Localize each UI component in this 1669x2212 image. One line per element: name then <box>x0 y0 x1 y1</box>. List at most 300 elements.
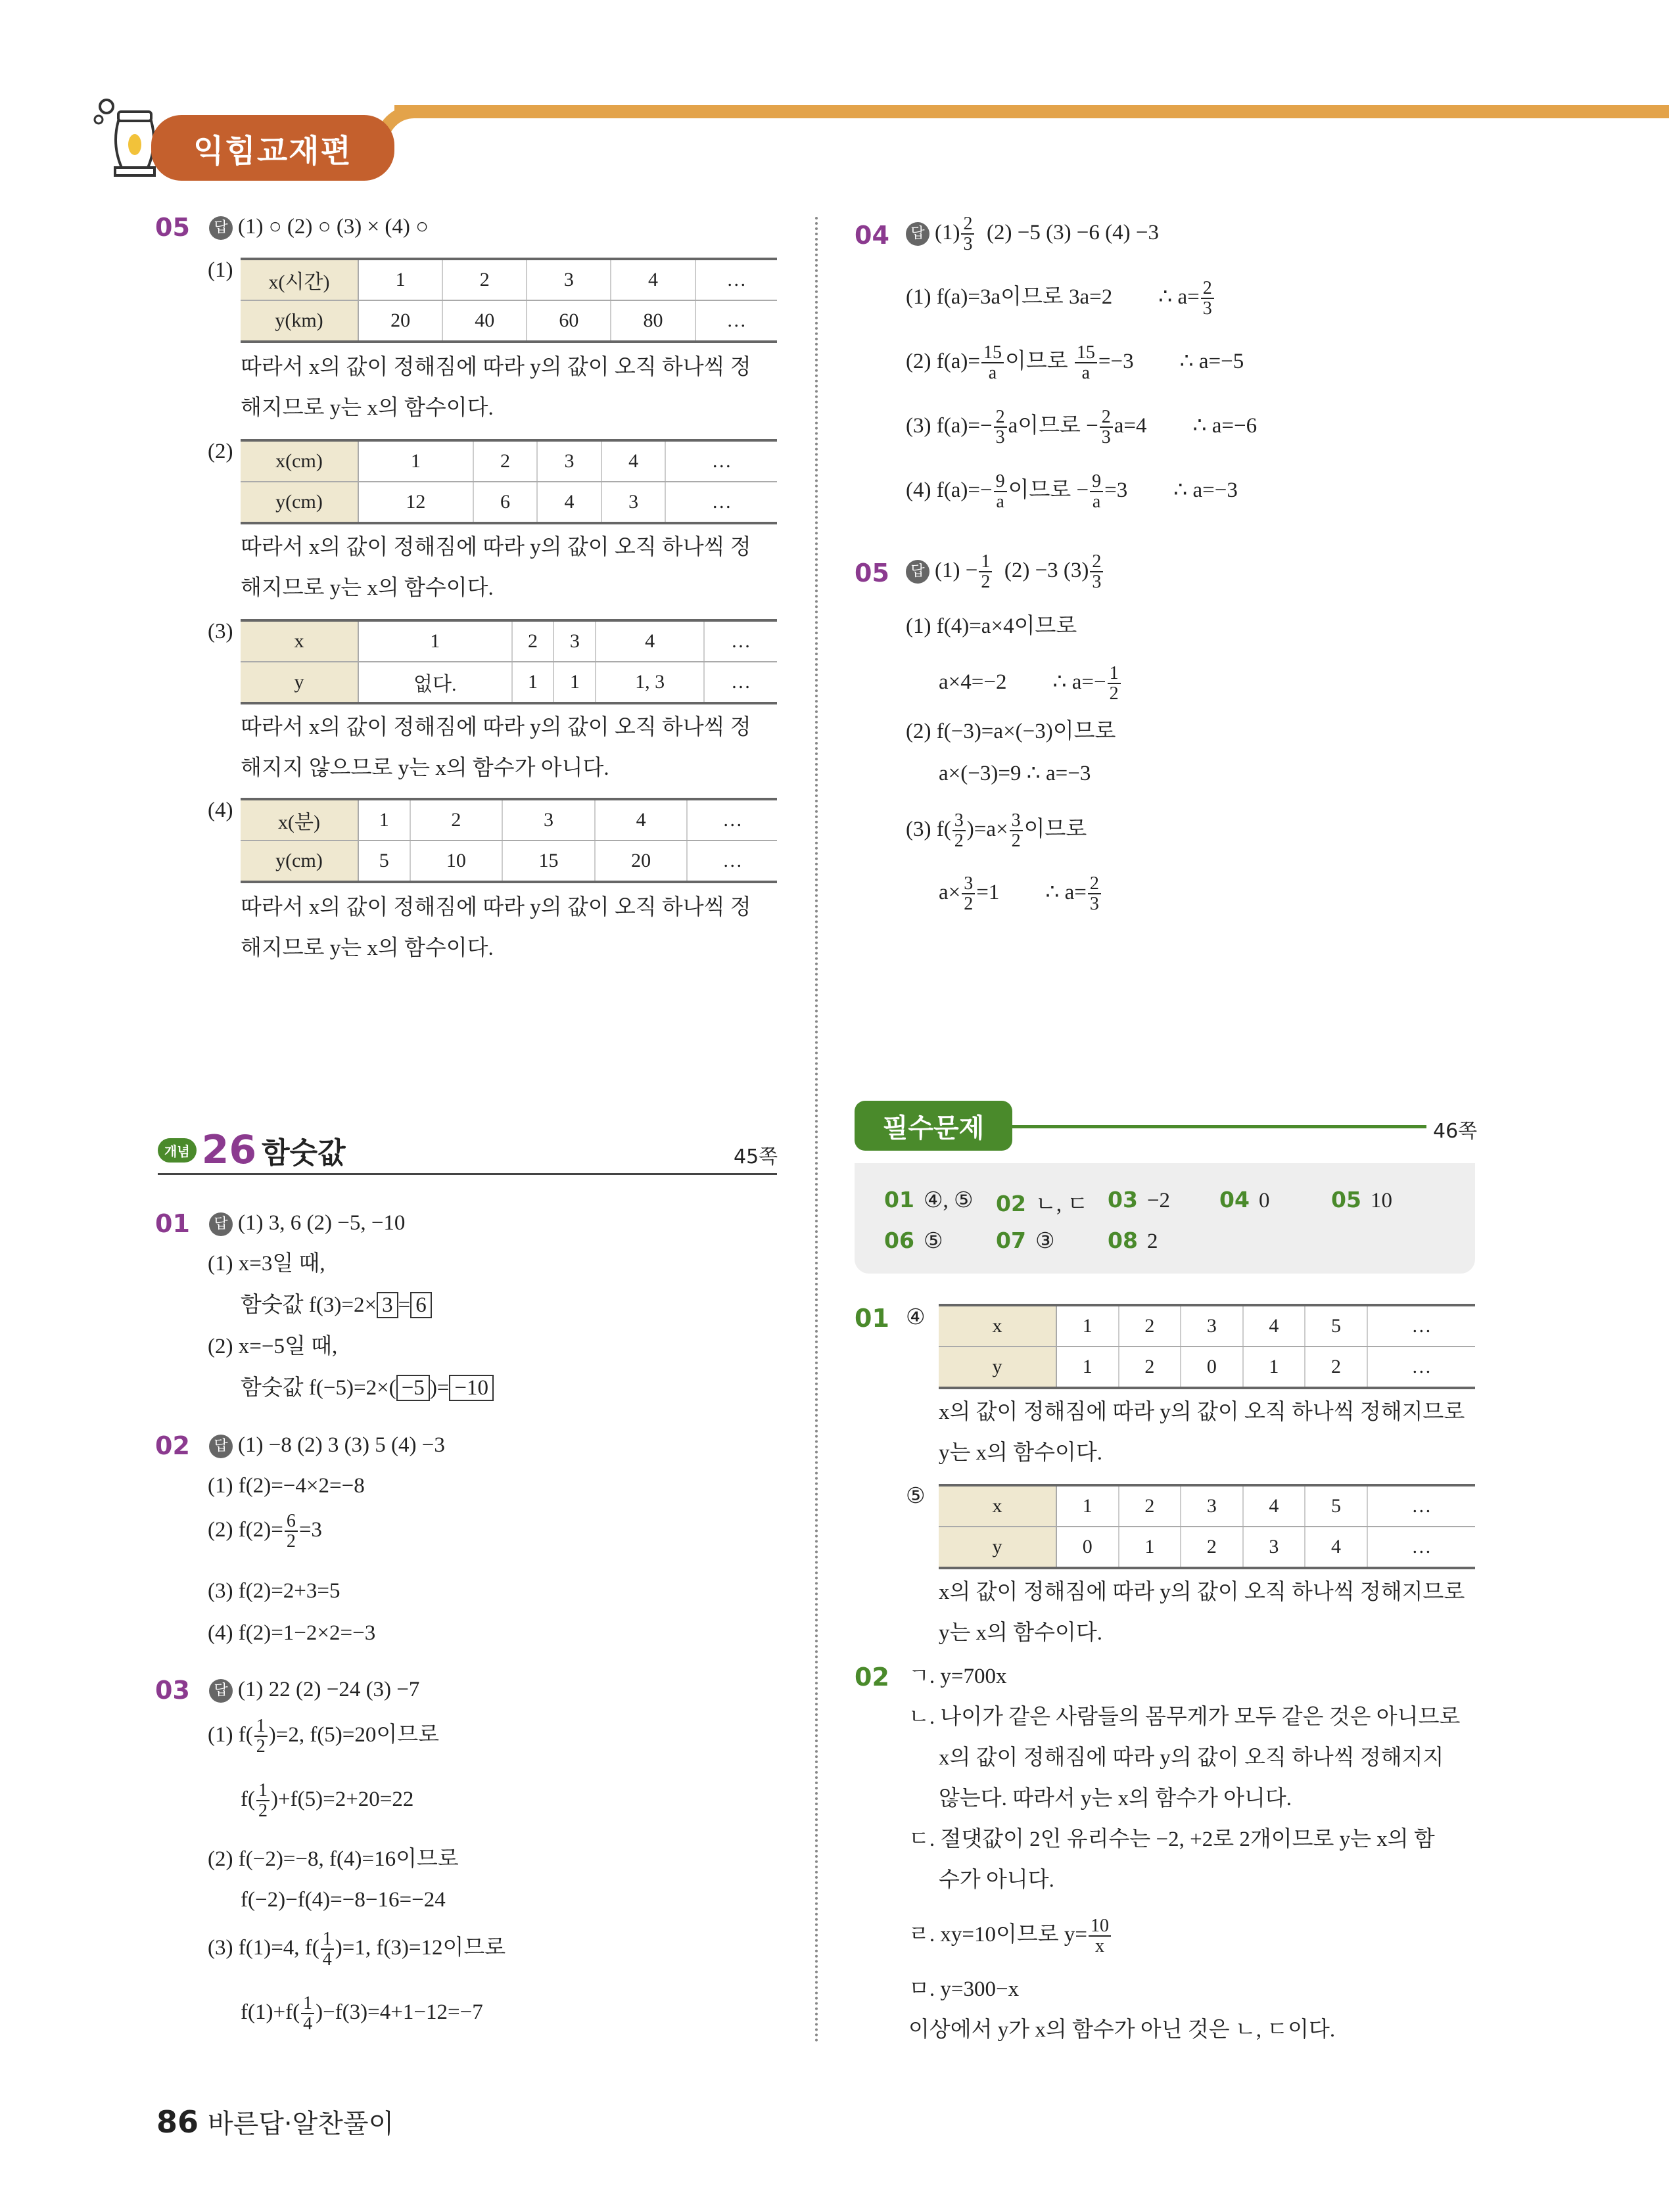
s02-l2 <box>208 1511 322 1552</box>
s03-l1: (1) f( $\frac{1}{2}$ )=2, f(5)=20이므로 <box>208 1716 440 1757</box>
cell: 1, 3 <box>596 662 704 703</box>
must-problems-page: 46쪽 <box>1433 1120 1478 1143</box>
cell: … <box>665 482 777 523</box>
must-item <box>1331 1187 1392 1213</box>
item-number: 04 <box>1219 1187 1250 1212</box>
cell: 2 <box>1305 1347 1367 1388</box>
footer <box>156 2103 394 2140</box>
denominator: 2 <box>964 894 974 915</box>
s01-l2a: 함숫값 f(3)=2× <box>241 1293 377 1317</box>
m01-number: 01 <box>855 1304 889 1333</box>
q04-l4a: (4) f(a)=− <box>906 478 993 502</box>
denominator: 3 <box>1202 298 1212 319</box>
page-number: 86 <box>156 2104 199 2140</box>
fraction <box>981 343 1004 383</box>
must-item <box>1219 1187 1269 1213</box>
fraction <box>1090 552 1103 592</box>
numerator: 6 <box>285 1511 298 1532</box>
column-divider <box>815 217 818 2044</box>
denominator: 4 <box>322 1949 332 1970</box>
fraction <box>321 1929 334 1970</box>
q05-number: 05 <box>155 213 190 242</box>
m02-l6: 수가 아니다. <box>939 1868 1054 1892</box>
cell: y(cm) <box>241 841 358 882</box>
item-number: 03 <box>1108 1187 1138 1212</box>
s03-number: 03 <box>155 1676 190 1705</box>
s03-l6b: −f(3)=4+1−12=−7 <box>323 2000 483 2024</box>
item-number: 06 <box>884 1228 914 1253</box>
cell: 4 <box>537 482 601 523</box>
q04-l4c: =3 <box>1104 478 1128 502</box>
s01-box-2: 6 <box>410 1292 432 1318</box>
q04-l3a: (3) f(a)=− <box>906 413 993 438</box>
s03-l2: f( $\frac{1}{2}$ )+f(5)=2+20=22 <box>241 1780 414 1822</box>
cell: 1 <box>358 799 410 841</box>
numerator: 1 <box>301 1994 314 2014</box>
s03-l6a: f(1)+f <box>241 2000 293 2024</box>
item-number: 01 <box>884 1187 914 1212</box>
header-badge: 익힘교재편 <box>151 115 394 181</box>
rq05-l5: (3) f( $\frac{3}{2}$ )=a× $\frac{3}{2}$ 이므로 <box>906 810 1087 852</box>
must-item <box>1108 1187 1170 1213</box>
must-problems-rule <box>1012 1125 1426 1128</box>
s01-l4 <box>241 1375 494 1402</box>
s01-l1: (1) x=3일 때, <box>208 1252 325 1276</box>
section-badge: 개념 <box>158 1138 197 1163</box>
q04-number: 04 <box>855 221 889 250</box>
s01-box-3: −5 <box>396 1375 430 1401</box>
cell: 1 <box>1243 1347 1305 1388</box>
s02-l1: (1) f(2)=−4×2=−8 <box>208 1474 365 1498</box>
rq05-l6a: a× <box>939 880 961 904</box>
cell: … <box>1367 1305 1475 1347</box>
cell: x(시간) <box>241 259 358 300</box>
item-number: 05 <box>1331 1187 1361 1212</box>
q05-answer <box>209 214 429 241</box>
item-value: 10 <box>1370 1189 1392 1212</box>
denominator: a <box>996 492 1004 513</box>
cell: 3 <box>601 482 666 523</box>
m02-number: 02 <box>855 1663 889 1692</box>
s01-answer <box>209 1210 405 1237</box>
numerator: 9 <box>1090 472 1103 492</box>
denominator: 4 <box>303 2014 313 2035</box>
cell: 1 <box>553 662 596 703</box>
cell: 80 <box>611 300 695 342</box>
item-number: 08 <box>1108 1228 1138 1253</box>
q04-l2c: =−3 <box>1098 349 1134 373</box>
fraction <box>961 214 974 254</box>
cell: 3 <box>553 620 596 662</box>
cell: 1 <box>1119 1527 1181 1568</box>
cell: 3 <box>1181 1485 1243 1527</box>
cell: 4 <box>595 799 688 841</box>
q04-l4b: 이므로 − <box>1008 478 1089 502</box>
m02-l1: ㄱ. y=700x <box>908 1665 1007 1688</box>
q04-l1 <box>906 279 1215 319</box>
q04-l4e: ∴ a=−3 <box>1173 478 1238 502</box>
cell: x(cm) <box>241 440 358 482</box>
q05-e2a: 따라서 x의 값이 정해짐에 따라 y의 값이 오직 하나씩 정 <box>241 536 751 559</box>
m02-l4: 않는다. 따라서 y는 x의 함수가 아니다. <box>939 1787 1292 1810</box>
fraction <box>962 874 975 914</box>
m01-e4b: y는 x의 함수이다. <box>939 1441 1103 1465</box>
q04-answer-b: (2) −5 (3) −6 (4) −3 <box>986 220 1160 244</box>
item-number: 02 <box>996 1191 1026 1216</box>
cell: 12 <box>358 482 473 523</box>
cell: x <box>939 1485 1056 1527</box>
rq05-l6 <box>939 874 1102 914</box>
denominator: 2 <box>981 572 991 593</box>
must-item <box>884 1228 943 1254</box>
cell: 20 <box>595 841 688 882</box>
denominator: 3 <box>963 234 973 255</box>
section-name: 함숫값 <box>262 1136 346 1170</box>
q05-e2b: 해지므로 y는 x의 함수이다. <box>241 576 494 600</box>
answer-icon: 답 <box>906 222 929 246</box>
cell: … <box>1367 1347 1475 1388</box>
denominator: 3 <box>1092 572 1102 593</box>
s01-box-1: 3 <box>377 1292 398 1318</box>
fraction <box>952 811 966 851</box>
fraction <box>1108 664 1121 704</box>
rq05-l2 <box>939 664 1122 704</box>
s02-number: 02 <box>155 1431 190 1460</box>
rq05-l3: (2) f(−3)=a×(−3)이므로 <box>906 720 1116 743</box>
item-value: ㄴ, ㄷ <box>1035 1193 1089 1216</box>
cell: 0 <box>1181 1347 1243 1388</box>
s03-l1b: =2, f(5)=20이므로 <box>275 1722 440 1747</box>
numerator: 9 <box>994 472 1007 492</box>
numerator: 3 <box>1010 811 1023 831</box>
cell: 60 <box>527 300 611 342</box>
m01-choice-4: ④ <box>906 1306 926 1329</box>
cell: 40 <box>442 300 527 342</box>
cell: 3 <box>527 259 611 300</box>
answer-icon: 답 <box>209 1679 233 1703</box>
denominator: 3 <box>995 427 1005 448</box>
cell: 4 <box>596 620 704 662</box>
q04-l2e: ∴ a=−5 <box>1179 349 1244 373</box>
m02-l5: ㄷ. 절댓값이 2인 유리수는 −2, +2로 2개이므로 y는 x의 함 <box>908 1828 1435 1851</box>
cell: 4 <box>1243 1305 1305 1347</box>
rq05-l6c: ∴ a= <box>1045 880 1087 904</box>
s01-number: 01 <box>155 1209 190 1238</box>
numerator: 1 <box>254 1717 268 1737</box>
cell: 4 <box>611 259 695 300</box>
q05-p2: (2) <box>208 440 233 463</box>
rq05-l2b: ∴ a=− <box>1052 670 1106 694</box>
cell: 3 <box>1243 1527 1305 1568</box>
fraction <box>1010 811 1023 851</box>
q05-answer-text: (1) ○ (2) ○ (3) × (4) ○ <box>238 215 429 239</box>
cell: 4 <box>1243 1485 1305 1527</box>
must-problems-tab: 필수문제 <box>855 1101 1012 1151</box>
answer-icon: 답 <box>906 560 929 584</box>
answer-icon: 답 <box>209 1435 233 1458</box>
cell: 15 <box>502 841 595 882</box>
q05-e1a: 따라서 x의 값이 정해짐에 따라 y의 값이 오직 하나씩 정 <box>241 356 751 379</box>
q04-l3e: ∴ a=−6 <box>1192 413 1258 438</box>
numerator: 1 <box>1108 664 1121 684</box>
cell: 20 <box>358 300 442 342</box>
numerator: 1 <box>979 552 992 572</box>
s01-l3: (2) x=−5일 때, <box>208 1335 338 1358</box>
cell: 1 <box>358 620 512 662</box>
fraction <box>1090 472 1103 512</box>
cell: 10 <box>410 841 503 882</box>
q05-table-3 <box>241 619 777 704</box>
cell: x <box>241 620 358 662</box>
must-item <box>996 1187 1088 1218</box>
fraction <box>1088 874 1101 914</box>
s03-l5a: (3) f(1)=4, f <box>208 1935 312 1960</box>
s03-l5: (3) f(1)=4, f( $\frac{1}{4}$ )=1, f(3)=12이므로 <box>208 1929 506 1970</box>
item-value: −2 <box>1146 1189 1171 1212</box>
cell: 1 <box>512 662 554 703</box>
m01-e5a: x의 값이 정해짐에 따라 y의 값이 오직 하나씩 정해지므로 <box>939 1580 1465 1604</box>
cell: 5 <box>358 841 410 882</box>
numerator: 15 <box>981 343 1004 363</box>
fraction <box>1201 279 1214 319</box>
cell: 3 <box>1181 1305 1243 1347</box>
q04-l2 <box>906 343 1244 383</box>
s01-l2c: = <box>398 1293 411 1317</box>
numerator: 15 <box>1075 343 1097 363</box>
s01-l4a: 함숫값 f(−5)=2×( <box>241 1376 396 1400</box>
item-value: ④, ⑤ <box>923 1189 974 1212</box>
cell: 없다. <box>358 662 512 703</box>
numerator: 1 <box>321 1929 334 1950</box>
cell: 3 <box>502 799 595 841</box>
q05-e3a: 따라서 x의 값이 정해짐에 따라 y의 값이 오직 하나씩 정 <box>241 716 751 739</box>
numerator: 2 <box>961 214 974 235</box>
fraction <box>256 1781 270 1821</box>
q05-table-2 <box>241 439 777 524</box>
fraction <box>1075 343 1097 383</box>
q04-l4 <box>906 472 1238 512</box>
answer-icon: 답 <box>209 1212 233 1236</box>
q04-answer <box>906 214 1159 254</box>
m02-l2: ㄴ. 나이가 같은 사람들의 몸무게가 모두 같은 것은 아니므로 <box>908 1705 1461 1729</box>
q04-l3b: a이므로 − <box>1008 413 1098 438</box>
q05-p1: (1) <box>208 258 233 282</box>
rq05-number: 05 <box>855 559 889 588</box>
denominator: 2 <box>1109 683 1119 704</box>
cell: 2 <box>410 799 503 841</box>
s03-l5b: =1, f(3)=12이므로 <box>342 1935 506 1960</box>
numerator: 1 <box>256 1781 270 1801</box>
cell: 2 <box>473 440 538 482</box>
cell: 2 <box>1119 1305 1181 1347</box>
item-value: 2 <box>1146 1230 1158 1253</box>
fraction <box>1089 1916 1111 1956</box>
cell: … <box>704 620 777 662</box>
must-item <box>996 1228 1055 1254</box>
m02-l8: ㅁ. y=300−x <box>908 1977 1020 2001</box>
cell: 1 <box>358 259 442 300</box>
s03-l2a: f <box>241 1787 248 1811</box>
m02-l7 <box>908 1916 1112 1956</box>
fraction <box>994 407 1007 448</box>
cell: y <box>241 662 358 703</box>
s03-l3: (2) f(−2)=−8, f(4)=16이므로 <box>208 1847 459 1871</box>
section-page: 45쪽 <box>734 1145 778 1168</box>
rq05-l4: a×(−3)=9 ∴ a=−3 <box>939 762 1091 785</box>
denominator: 2 <box>286 1531 296 1552</box>
fraction <box>994 472 1007 512</box>
cell: 1 <box>358 440 473 482</box>
cell: x <box>939 1305 1056 1347</box>
s01-box-4: −10 <box>449 1375 494 1401</box>
q05-e4a: 따라서 x의 값이 정해짐에 따라 y의 값이 오직 하나씩 정 <box>241 896 751 919</box>
cell: 3 <box>537 440 601 482</box>
footer-title: 바른답·알찬풀이 <box>208 2109 394 2139</box>
cell: … <box>687 841 777 882</box>
q05-e3b: 해지지 않으므로 y는 x의 함수가 아니다. <box>241 756 609 780</box>
rq05-answer <box>906 552 1104 592</box>
cell: y <box>939 1347 1056 1388</box>
must-item <box>884 1187 974 1213</box>
cell: … <box>695 259 777 300</box>
cell: 5 <box>1305 1305 1367 1347</box>
s03-l2b: +f(5)=2+20=22 <box>278 1787 414 1811</box>
cell: 2 <box>512 620 554 662</box>
cell: 5 <box>1305 1485 1367 1527</box>
must-answers-box <box>855 1163 1475 1274</box>
denominator: x <box>1094 1936 1104 1957</box>
cell: y(cm) <box>241 482 358 523</box>
rq05-l5c: 이므로 <box>1023 817 1087 841</box>
denominator: 3 <box>1101 427 1111 448</box>
q04-l1b: ∴ a= <box>1158 285 1200 309</box>
m01-choice-5: ⑤ <box>906 1485 926 1508</box>
rq05-l5b: =a× <box>974 817 1008 841</box>
denominator: a <box>1092 492 1101 513</box>
denominator: 3 <box>1089 894 1099 915</box>
rq05-l5a: (3) f <box>906 817 944 841</box>
cell: 1 <box>1056 1485 1119 1527</box>
s02-l2b: =3 <box>298 1517 322 1542</box>
s01-l2 <box>241 1292 432 1319</box>
m01-e4a: x의 값이 정해짐에 따라 y의 값이 오직 하나씩 정해지므로 <box>939 1400 1465 1424</box>
s02-answer <box>209 1433 445 1459</box>
answer-icon: 답 <box>209 216 233 240</box>
q04-l1a: (1) f(a)=3a이므로 3a=2 <box>906 285 1113 309</box>
denominator: 2 <box>1011 831 1021 852</box>
header-bar <box>394 105 1669 118</box>
q04-l3 <box>906 407 1257 448</box>
m02-l9: 이상에서 y가 x의 함수가 아닌 것은 ㄴ, ㄷ이다. <box>908 2018 1336 2042</box>
s02-answer-text: (1) −8 (2) 3 (3) 5 (4) −3 <box>238 1433 445 1457</box>
numerator: 2 <box>994 407 1007 428</box>
q05-e4b: 해지므로 y는 x의 함수이다. <box>241 936 494 960</box>
q05-e1b: 해지므로 y는 x의 함수이다. <box>241 396 494 420</box>
rq05-l2a: a×4=−2 <box>939 670 1007 694</box>
q04-l2a: (2) f(a)= <box>906 349 980 373</box>
s03-l4: f(−2)−f(4)=−8−16=−24 <box>241 1888 446 1912</box>
s02-l3: (3) f(2)=2+3=5 <box>208 1579 341 1603</box>
q05-table-1 <box>241 258 777 343</box>
cell: 1 <box>1056 1305 1119 1347</box>
s01-answer-text: (1) 3, 6 (2) −5, −10 <box>238 1211 406 1235</box>
item-value: ⑤ <box>923 1230 943 1253</box>
q04-l2b: 이므로 <box>1004 349 1068 373</box>
denominator: 2 <box>954 831 964 852</box>
cell: … <box>1367 1527 1475 1568</box>
section-title <box>158 1127 346 1173</box>
q05-p3: (3) <box>208 620 233 643</box>
cell: 2 <box>442 259 527 300</box>
rq05-l1: (1) f(4)=a×4이므로 <box>906 614 1077 638</box>
cell: … <box>665 440 777 482</box>
fraction <box>254 1717 268 1757</box>
m01-table-4 <box>939 1304 1475 1389</box>
m02-l7a: ㄹ. xy=10이므로 y= <box>908 1922 1087 1947</box>
s02-l2a: (2) f(2)= <box>208 1517 283 1542</box>
m01-table-5 <box>939 1484 1475 1569</box>
cell: y(km) <box>241 300 358 342</box>
item-value: ③ <box>1035 1230 1055 1253</box>
cell: 2 <box>1119 1347 1181 1388</box>
denominator: a <box>988 363 997 384</box>
s03-answer-text: (1) 22 (2) −24 (3) −7 <box>238 1678 420 1701</box>
rq05-l6b: =1 <box>976 880 1000 904</box>
s02-l4: (4) f(2)=1−2×2=−3 <box>208 1621 376 1645</box>
item-value: 0 <box>1258 1189 1270 1212</box>
s03-l6: f(1)+f( $\frac{1}{4}$ )−f(3)=4+1−12=−7 <box>241 1993 483 2035</box>
numerator: 3 <box>952 811 966 831</box>
denominator: 2 <box>256 1736 266 1757</box>
must-item <box>1108 1228 1158 1254</box>
fraction <box>285 1511 298 1552</box>
s03-l1a: (1) f <box>208 1722 246 1747</box>
q04-l3c: a=4 <box>1114 413 1147 438</box>
cell: 4 <box>601 440 666 482</box>
numerator: 3 <box>962 874 975 894</box>
numerator: 2 <box>1100 407 1113 428</box>
cell: 0 <box>1056 1527 1119 1568</box>
cell: y <box>939 1527 1056 1568</box>
s03-answer <box>209 1677 419 1703</box>
cell: … <box>1367 1485 1475 1527</box>
section-number: 26 <box>201 1127 257 1173</box>
rq05-answer-a: (1) − <box>935 558 978 582</box>
fraction <box>301 1994 314 2034</box>
q04-answer-a: (1) <box>935 220 960 244</box>
s01-l4c: )= <box>429 1376 450 1400</box>
numerator: 2 <box>1090 552 1103 572</box>
fraction <box>1100 407 1113 448</box>
q05-p4: (4) <box>208 798 233 822</box>
cell: x(분) <box>241 799 358 841</box>
cell: … <box>704 662 777 703</box>
numerator: 2 <box>1088 874 1101 894</box>
numerator: 2 <box>1201 279 1214 299</box>
cell: 2 <box>1181 1527 1243 1568</box>
fraction <box>979 552 992 592</box>
cell: 6 <box>473 482 538 523</box>
cell: … <box>695 300 777 342</box>
cell: 1 <box>1056 1347 1119 1388</box>
cell: … <box>687 799 777 841</box>
item-number: 07 <box>996 1228 1026 1253</box>
denominator: a <box>1081 363 1091 384</box>
cell: 2 <box>1119 1485 1181 1527</box>
cell: 4 <box>1305 1527 1367 1568</box>
denominator: 2 <box>258 1801 268 1822</box>
numerator: 10 <box>1089 1916 1111 1937</box>
